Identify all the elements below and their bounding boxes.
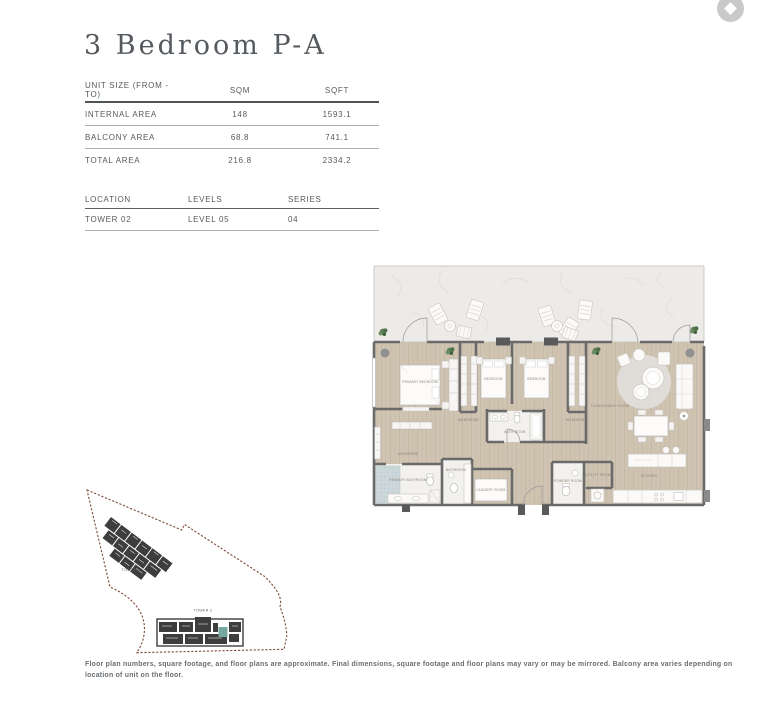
row-sqft: 1593.1 (322, 109, 352, 119)
tower1-label: TOWER 1 (121, 568, 141, 572)
room-label-bedroom-b: BEDROOM (527, 377, 546, 381)
col-series: SERIES (288, 195, 322, 204)
col-location: LOCATION (85, 195, 131, 204)
table-row-internal-area (85, 103, 379, 125)
series-value: 04 (288, 215, 299, 224)
room-label-laundry: LAUNDRY ROOM (476, 488, 506, 492)
room-label-utility: UTILITY ROOM (585, 473, 611, 477)
row-sqft: 2334.2 (322, 155, 352, 165)
unit-size-table (85, 79, 379, 171)
location-table (85, 191, 379, 231)
page-title: 3 Bedroom P-A (84, 30, 327, 61)
diamond-icon (724, 2, 737, 15)
col-unit-size: UNIT SIZE (FROM - TO) (85, 81, 169, 99)
room-label-kitchen: KITCHEN (641, 474, 657, 478)
row-label: INTERNAL AREA (85, 109, 157, 119)
room-label-wardrobe-b: WARDROBE (566, 418, 587, 422)
room-label-primary-bathroom: PRIMARY BATHROOM (389, 478, 427, 482)
room-label-bathroom: BATHROOM (445, 468, 467, 472)
tower1-footprint (92, 517, 173, 589)
room-label-living-dining: LIVING/DINING ROOM (591, 404, 629, 408)
utility-washer (591, 489, 604, 502)
room-label-primary-bedroom: PRIMARY BEDROOM (402, 380, 438, 384)
table-row-balcony-area (85, 126, 379, 148)
row-sqm: 68.8 (230, 132, 250, 142)
levels-value: LEVEL 05 (188, 215, 230, 224)
room-label-wardrobe-a: WARDROBE (458, 418, 479, 422)
floor-plan-figure (372, 264, 712, 516)
location-header-row (85, 191, 379, 208)
balcony-area (374, 266, 704, 342)
row-sqft: 741.1 (325, 132, 349, 142)
col-levels: LEVELS (188, 195, 223, 204)
tower2-footprint (157, 617, 243, 646)
site-plan-figure (85, 483, 292, 658)
col-sqm: SQM (229, 85, 251, 95)
compass-button[interactable] (717, 0, 744, 22)
divider (85, 230, 379, 231)
column (381, 349, 390, 358)
room-label-bedroom-a: BEDROOM (484, 377, 503, 381)
table-row-total-area (85, 149, 379, 171)
window (373, 358, 376, 407)
col-sqft: SQFT (324, 85, 350, 95)
highlighted-unit (219, 627, 228, 637)
sofa (676, 364, 693, 409)
row-sqm: 216.8 (228, 155, 252, 165)
column (686, 349, 695, 358)
tower2-label: TOWER 2 (193, 608, 213, 613)
unit-size-header-row (85, 79, 379, 101)
row-sqm: 148 (232, 109, 248, 119)
table-row-location (85, 209, 379, 230)
row-label: BALCONY AREA (85, 132, 156, 142)
row-label: TOTAL AREA (85, 155, 141, 165)
room-label-powder: POWDER ROOM (554, 479, 582, 483)
disclaimer-text: Floor plan numbers, square footage, and floor plans are approximate. Final dimensions, square footage and floor plans may vary or may be mirrored. Balcony area varies depending on location of unit on the floor. (85, 661, 733, 679)
location-value: TOWER 02 (85, 215, 132, 224)
room-label-wardrobe-primary: WARDROBE (397, 452, 419, 456)
room-label-bath: BATH ROOM (504, 430, 526, 434)
